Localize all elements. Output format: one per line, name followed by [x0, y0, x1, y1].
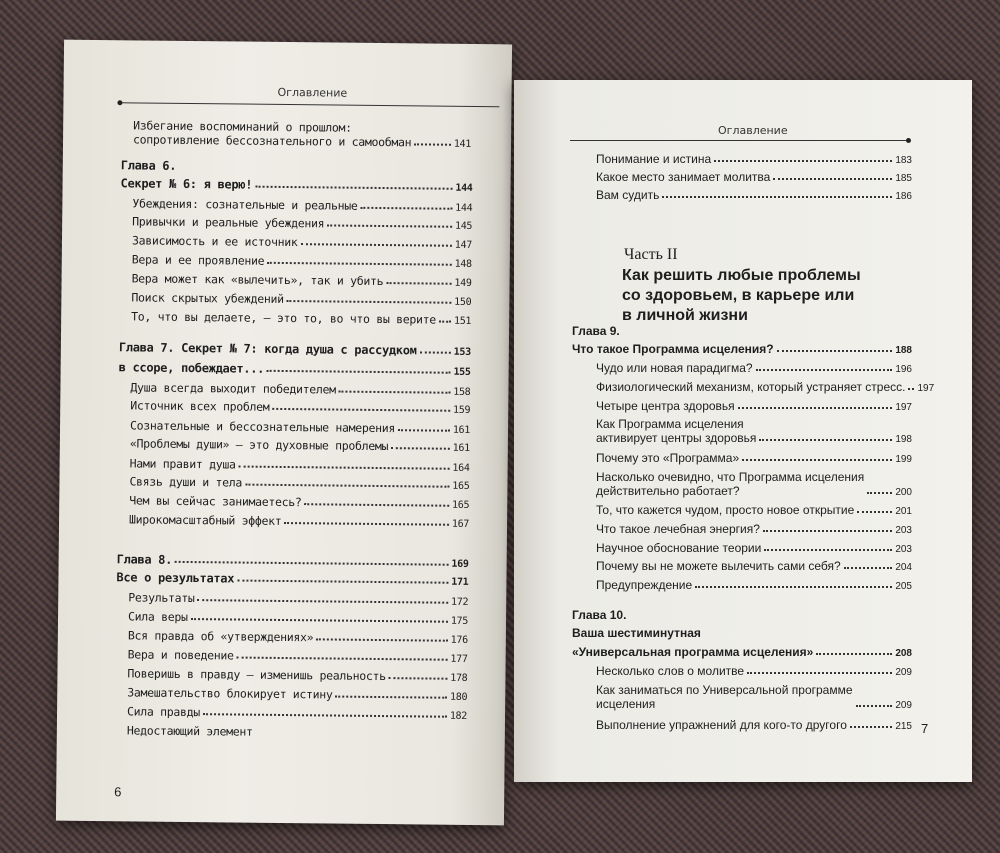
toc-entry-title: [596, 170, 770, 184]
toc-entry: [127, 723, 467, 741]
toc-page-number: 182: [449, 710, 468, 722]
toc-page-number: 177: [450, 653, 468, 665]
toc-chapter-heading: [116, 570, 468, 588]
toc-entry: [132, 233, 472, 251]
toc-entry-title: [116, 570, 234, 585]
toc-chapter-heading: [121, 158, 473, 176]
toc-entry-title: [127, 723, 253, 738]
toc-entry: [596, 559, 912, 573]
toc-entry-title-line: То, что вы делаете, — это то, во что вы верите: [131, 309, 436, 327]
toc-dot-leader: [763, 530, 892, 532]
toc-entry-title: [128, 628, 314, 644]
toc-chapter-heading: [119, 360, 471, 378]
toc-chapter-heading: [121, 176, 473, 194]
toc-page-number: 165: [452, 499, 470, 511]
toc-entry-title-line: «Проблемы души» — это духовные проблемы: [129, 436, 389, 454]
toc-dot-leader: [398, 429, 450, 432]
toc-entry: [128, 609, 468, 627]
toc-dot-leader: [908, 388, 914, 390]
toc-entry-title: [131, 290, 283, 306]
toc-page-number: 171: [451, 576, 469, 588]
toc-entry-title: [127, 685, 332, 701]
toc-entry: [128, 590, 468, 608]
toc-entry-title-line: сопротивление бессознательного и самообман: [132, 132, 412, 150]
toc-entry-title-line: Зависимость и ее источник: [131, 233, 298, 250]
toc-dot-leader: [844, 567, 893, 569]
toc-entry-title: [596, 718, 847, 732]
toc-entry: [127, 666, 467, 684]
toc-page-number: 203: [895, 544, 912, 555]
toc-entry-title: [596, 664, 744, 678]
toc-entry-title: [572, 324, 620, 338]
toc-entry-title-line: Ваша шестиминутная: [572, 626, 701, 640]
toc-chapter-heading: [117, 552, 469, 570]
toc-entry-title-line: Научное обоснование теории: [596, 541, 762, 555]
toc-entry-title: [596, 152, 711, 166]
toc-entry-title: [130, 398, 269, 413]
part-label: Часть II: [624, 246, 678, 263]
toc-page-number: 197: [895, 402, 912, 413]
toc-dot-leader: [391, 447, 450, 450]
toc-entry: [596, 399, 912, 413]
toc-chapter-heading: [572, 626, 912, 640]
toc-dot-leader: [764, 549, 892, 551]
toc-entry-title-line: Глава 6.: [120, 158, 177, 173]
toc-entry-title-line: Поиск скрытых убеждений: [131, 290, 284, 306]
toc-entry: [130, 380, 470, 398]
toc-entry-title: [127, 704, 200, 719]
toc-entry-title-line: Недостающий элемент: [126, 723, 253, 739]
toc-page-number: 200: [895, 487, 912, 498]
toc-entry: [128, 647, 468, 665]
toc-entry: [596, 417, 912, 445]
toc-entry-title-line: Что такое лечебная энергия?: [596, 522, 760, 536]
toc-entry-title: [117, 552, 173, 567]
toc-entry-title: [596, 361, 753, 375]
toc-dot-leader: [336, 696, 447, 699]
toc-chapter-heading: [572, 645, 912, 659]
toc-entry-title: [130, 456, 236, 471]
toc-entry-title-line: Связь души и тела: [129, 474, 243, 490]
toc-entry-title: [132, 214, 324, 230]
toc-entry: [130, 398, 470, 416]
toc-entry: [130, 436, 470, 454]
toc-entry-title: [132, 252, 265, 267]
toc-entry: [132, 214, 472, 232]
toc-entry: [596, 170, 912, 184]
toc-entry-title-line: Понимание и истина: [596, 152, 712, 166]
toc-entry: [127, 704, 467, 722]
toc-entry: [596, 664, 912, 678]
toc-page-number: 198: [895, 434, 912, 445]
toc-entry-title: [596, 470, 864, 498]
toc-dot-leader: [439, 321, 451, 323]
toc-entry: [596, 541, 912, 555]
toc-page-number: 215: [895, 721, 912, 732]
right-page-header: Оглавление: [718, 124, 788, 137]
toc-dot-leader: [738, 407, 893, 409]
toc-entry-title-line: То, что кажется чудом, просто новое открытие: [596, 503, 855, 517]
toc-dot-leader: [714, 160, 892, 162]
toc-entry-title: [128, 590, 194, 605]
left-page-header: Оглавление: [277, 85, 348, 100]
toc-dot-leader: [777, 350, 893, 352]
toc-page-number: 201: [895, 506, 912, 517]
toc-entry-title-line: Все о результатах: [116, 570, 235, 586]
left-header-rule-dot: [117, 100, 122, 105]
toc-entry-title-line: Какое место занимает молитва: [596, 170, 771, 184]
toc-entry-title-line: Сознательные и бессознательные намерения: [129, 418, 396, 436]
toc-entry-title: [131, 309, 436, 326]
toc-page-number: 158: [453, 386, 471, 398]
toc-page-number: 148: [454, 258, 472, 270]
toc-page-number: 180: [450, 691, 468, 703]
toc-dot-leader: [272, 408, 450, 412]
toc-page-number: 161: [452, 424, 471, 436]
toc-entry-title: [572, 645, 813, 659]
toc-entry-title-line: Физиологический механизм, который устраняет стресс.: [596, 380, 906, 394]
toc-page-number: 209: [895, 700, 912, 711]
toc-chapter-heading: [119, 340, 471, 358]
toc-entry: [596, 578, 912, 592]
toc-entry-title-line: Чудо или новая парадигма?: [596, 361, 753, 375]
toc-entry: [596, 503, 912, 517]
toc-entry-title-line: Вера может как «вылечить», так и убить: [131, 271, 384, 289]
toc-dot-leader: [203, 713, 447, 718]
toc-entry-title-line: Четыре центра здоровья: [596, 399, 735, 413]
toc-entry-title-line: Привычки и реальные убеждения: [132, 214, 325, 231]
toc-dot-leader: [742, 459, 892, 461]
toc-dot-leader: [747, 672, 892, 674]
toc-dot-leader: [773, 178, 892, 180]
toc-entry-title-line: Глава 9.: [572, 324, 620, 338]
toc-entry: [131, 290, 471, 308]
toc-page-number: 196: [895, 364, 912, 375]
toc-entry-title-line: Несколько слов о молитве: [596, 664, 745, 678]
toc-entry-title: [128, 609, 188, 624]
toc-dot-leader: [759, 439, 892, 441]
toc-page-number: 161: [452, 442, 470, 454]
toc-entry-title: [596, 451, 739, 465]
toc-dot-leader: [237, 657, 448, 661]
toc-page-number: 144: [455, 202, 473, 214]
toc-entry-title: [132, 196, 357, 212]
toc-dot-leader: [304, 503, 449, 507]
toc-entry-title-line: Источник всех проблем: [130, 398, 270, 414]
toc-entry: [132, 252, 472, 270]
toc-dot-leader: [267, 370, 450, 374]
toc-entry-title-line: Вера и поведение: [127, 647, 234, 663]
toc-dot-leader: [662, 196, 892, 198]
toc-page-number: 178: [450, 672, 468, 684]
part-title: [622, 266, 861, 326]
toc-page-number: 147: [454, 239, 473, 251]
toc-entry-title-line: в ссоре, побеждает...: [118, 360, 265, 376]
toc-entry-title-line: Предупреждение: [596, 578, 693, 592]
toc-entry-title-line: Глава 8.: [116, 552, 173, 567]
toc-dot-leader: [175, 561, 448, 566]
toc-entry: [596, 451, 912, 465]
toc-dot-leader: [850, 726, 892, 728]
toc-page-number: 197: [917, 383, 935, 394]
right-page: [514, 80, 972, 782]
toc-entry-title-line: Как заниматься по Универсальной программе: [596, 683, 853, 697]
toc-entry-title: [119, 340, 417, 357]
toc-entry: [127, 685, 467, 703]
toc-entry-title: [129, 512, 281, 528]
toc-dot-leader: [237, 580, 448, 584]
toc-dot-leader: [420, 351, 451, 353]
toc-entry: [129, 474, 469, 492]
toc-page-number: 205: [895, 581, 912, 592]
toc-entry-title-line: Секрет № 6: я верю!: [120, 176, 253, 192]
toc-entry-title-line: Вся правда об «утверждениях»: [127, 628, 314, 645]
toc-entry: [596, 380, 935, 394]
toc-entry: [596, 522, 912, 536]
toc-entry: [596, 361, 912, 375]
toc-dot-leader: [287, 300, 451, 304]
toc-dot-leader: [245, 484, 449, 488]
part-title-line: со здоровьем, в карьере или: [622, 287, 855, 304]
toc-dot-leader: [339, 391, 450, 394]
toc-page-number: 186: [895, 191, 912, 202]
toc-entry-title: [596, 541, 761, 555]
toc-entry-title: [130, 436, 388, 453]
toc-entry-title-line: Широкомасштабный эффект: [129, 512, 282, 528]
toc-dot-leader: [284, 522, 448, 526]
toc-entry-title-line: Вера и ее проявление: [131, 252, 265, 268]
toc-page-number: 151: [453, 315, 472, 327]
toc-entry-title: [133, 118, 411, 149]
toc-entry-title: [596, 503, 854, 517]
toc-page-number: 176: [450, 634, 468, 646]
toc-entry: [133, 118, 471, 150]
toc-entry: [130, 456, 470, 474]
toc-entry: [130, 418, 470, 436]
toc-entry-title: [596, 683, 853, 711]
toc-page-number: 208: [895, 648, 912, 659]
toc-entry-title: [596, 522, 760, 536]
toc-entry-title-line: Глава 7. Секрет № 7: когда душа с рассудком: [118, 340, 417, 358]
toc-page-number: 175: [450, 615, 469, 627]
toc-entry-title-line: Результаты: [128, 590, 195, 606]
toc-entry-title-line: Что такое Программа исцеления?: [572, 342, 774, 356]
toc-dot-leader: [386, 282, 451, 285]
toc-entry-title-line: Сила веры: [127, 609, 188, 625]
toc-dot-leader: [414, 143, 451, 145]
toc-entry-title: [596, 188, 659, 202]
right-header-rule: [570, 140, 908, 141]
toc-page-number: 185: [895, 173, 912, 184]
toc-entry-title: [119, 360, 265, 376]
toc-entry-title-line: «Универсальная программа исцеления»: [572, 645, 814, 659]
toc-entry: [132, 271, 472, 289]
toc-dot-leader: [239, 466, 450, 470]
toc-entry-title: [572, 608, 626, 622]
toc-dot-leader: [267, 262, 451, 266]
toc-dot-leader: [316, 638, 447, 641]
toc-entry-title-line: Замешательство блокирует истину: [127, 685, 333, 702]
toc-page-number: 172: [451, 596, 469, 608]
toc-page-number: 199: [895, 454, 912, 465]
toc-entry-title: [132, 233, 298, 249]
toc-entry-title: [596, 380, 905, 394]
toc-entry-title: [129, 493, 301, 509]
toc-entry-title-line: Чем вы сейчас занимаетесь?: [129, 493, 302, 510]
toc-entry-title-line: Вам судить: [596, 188, 660, 202]
toc-entry-title-line: исцеления: [596, 697, 656, 711]
part-title-line: Как решить любые проблемы: [622, 267, 861, 284]
toc-entry-title: [130, 418, 395, 435]
toc-entry: [129, 512, 469, 530]
toc-chapter-heading: [572, 324, 912, 338]
toc-page-number: 203: [895, 525, 912, 536]
toc-entry-title-line: Сила правды: [126, 704, 201, 720]
toc-page-number: 153: [453, 346, 471, 358]
left-page-number: 6: [114, 784, 122, 800]
toc-entry-title: [130, 380, 335, 396]
toc-entry: [132, 196, 472, 214]
toc-entry-title-line: Насколько очевидно, что Программа исцеления: [596, 470, 865, 484]
right-page-number: 7: [921, 721, 929, 736]
toc-dot-leader: [756, 369, 893, 371]
toc-dot-leader: [191, 618, 448, 623]
toc-dot-leader: [695, 586, 892, 588]
toc-dot-leader: [857, 511, 892, 513]
toc-page-number: 155: [453, 366, 471, 378]
toc-entry-title-line: Нами правит душа: [129, 456, 236, 472]
toc-page-number: 165: [452, 480, 470, 492]
toc-page-number: 159: [453, 404, 471, 416]
part-title-line: в личной жизни: [622, 307, 748, 324]
toc-entry: [596, 470, 912, 498]
toc-entry-title-line: Почему это «Программа»: [596, 451, 740, 465]
toc-entry-title-line: Избегание воспоминаний о прошлом:: [133, 118, 352, 135]
toc-dot-leader: [197, 599, 448, 604]
toc-dot-leader: [816, 653, 892, 655]
toc-entry-title: [121, 176, 253, 191]
toc-entry: [128, 628, 468, 646]
toc-entry: [131, 309, 471, 327]
toc-entry-title-line: активирует центры здоровья: [596, 431, 757, 445]
toc-entry-title: [596, 578, 692, 592]
toc-page-number: 150: [454, 296, 472, 308]
toc-entry-title: [572, 342, 774, 356]
toc-page-number: 145: [454, 220, 473, 232]
toc-page-number: 164: [452, 462, 470, 474]
toc-entry: [596, 683, 912, 711]
toc-entry: [596, 718, 912, 732]
toc-dot-leader: [361, 207, 453, 210]
toc-entry-title: [127, 666, 385, 683]
left-page: [56, 40, 512, 826]
toc-page-number: 209: [895, 667, 912, 678]
toc-dot-leader: [389, 677, 448, 680]
toc-entry: [596, 152, 912, 166]
toc-dot-leader: [301, 243, 452, 247]
toc-entry-title-line: Убеждения: сознательные и реальные: [132, 196, 358, 213]
toc-dot-leader: [867, 492, 892, 494]
toc-entry: [596, 188, 912, 202]
toc-entry-title-line: Почему вы не можете вылечить сами себя?: [596, 559, 841, 573]
toc-dot-leader: [255, 186, 452, 190]
toc-page-number: 167: [451, 518, 470, 530]
toc-entry-title: [596, 399, 735, 413]
toc-chapter-heading: [572, 608, 912, 622]
toc-entry-title: [121, 158, 177, 173]
toc-dot-leader: [856, 705, 893, 707]
toc-entry-title: [596, 559, 841, 573]
toc-chapter-heading: [572, 342, 912, 356]
toc-entry-title-line: Поверишь в правду — изменишь реальность: [127, 666, 386, 684]
toc-page-number: 183: [895, 155, 912, 166]
right-header-rule-dot: [906, 138, 911, 143]
toc-entry-title: [128, 647, 234, 662]
toc-entry-title-line: действительно работает?: [596, 484, 740, 498]
toc-entry-title-line: Душа всегда выходит победителем: [130, 380, 336, 397]
toc-page-number: 169: [451, 558, 469, 570]
toc-entry-title-line: Глава 10.: [572, 608, 627, 622]
toc-entry-title: [596, 417, 756, 445]
toc-page-number: 144: [455, 182, 473, 194]
toc-entry: [129, 493, 469, 511]
left-header-rule: [121, 102, 499, 107]
toc-entry-title-line: Выполнение упражнений для кого-то другого: [596, 718, 847, 732]
toc-entry-title: [129, 474, 242, 489]
toc-dot-leader: [327, 224, 452, 227]
toc-entry-title-line: Как Программа исцеления: [596, 417, 744, 431]
toc-entry-title: [572, 626, 701, 640]
toc-page-number: 188: [895, 345, 912, 356]
toc-page-number: 141: [453, 138, 472, 150]
toc-page-number: 204: [895, 562, 912, 573]
toc-page-number: 149: [454, 277, 472, 289]
toc-entry-title: [132, 271, 384, 288]
